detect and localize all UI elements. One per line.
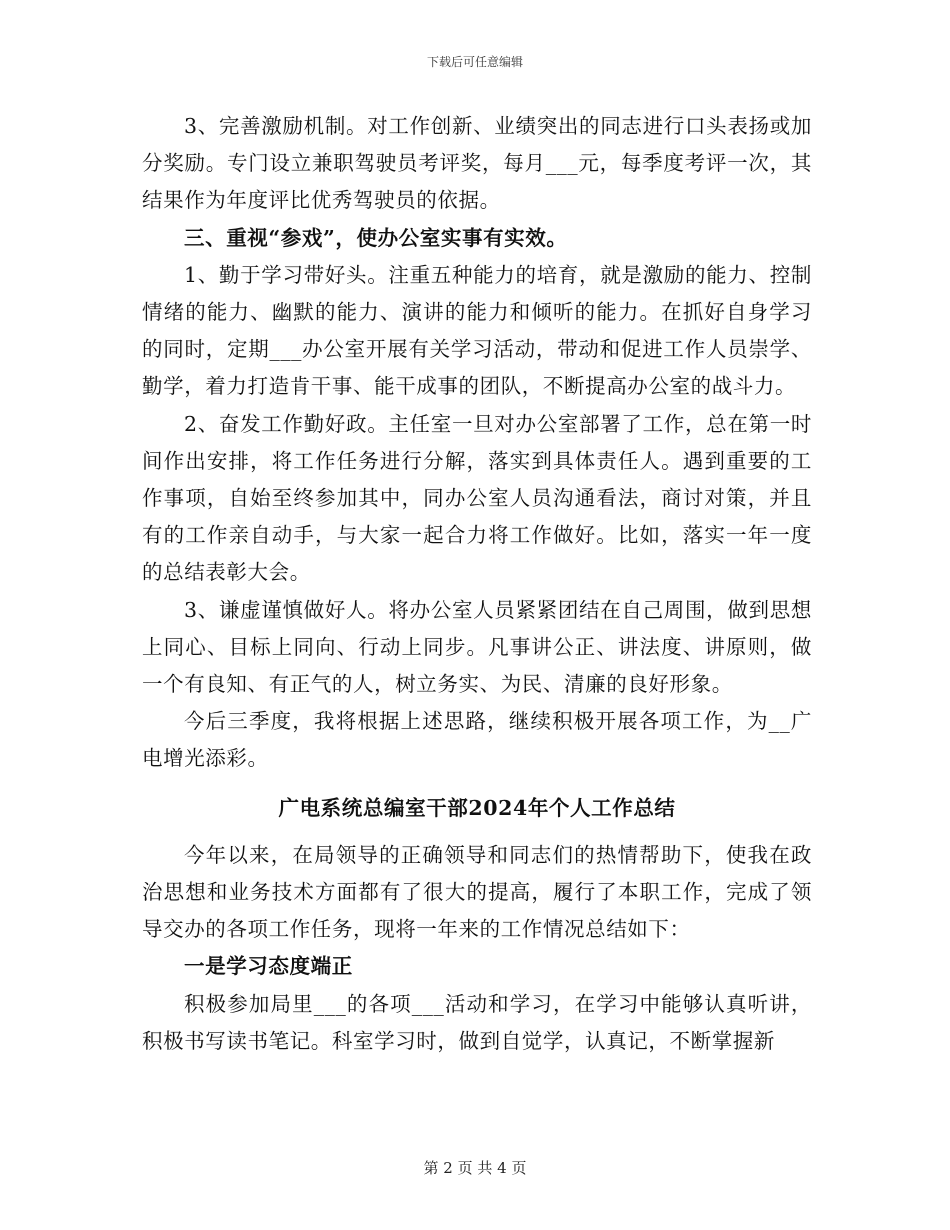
document-body (142, 108, 812, 1060)
page-footer: 第 2 页 共 4 页 (423, 1159, 527, 1177)
document-title: 广电系统总编室干部2024年个人工作总结 (278, 795, 676, 820)
subheading-study-attitude: 一是学习态度端正 (184, 954, 353, 979)
paragraph-diligent-work: 2、奋发工作勤好政。主任室一旦对办公室部署了工作，总在第一时间作出安排，将工作任务进行分解，落实到具体责任人。遇到重要的工作事项，自始至终参加其中，同办公室人员沟通看法，商讨对策，并且有的工作亲自动手，与大家一起合力将工作做好。比如，落实一年一度的总结表彰大会。 (142, 411, 812, 585)
page-header: 下载后可任意编辑 (426, 55, 523, 69)
paragraph-future-plan: 今后三季度，我将根据上述思路，继续积极开展各项工作，为__广电增光添彩。 (142, 709, 812, 771)
paragraph-intro-summary: 今年以来，在局领导的正确领导和同志们的热情帮助下，使我在政治思想和业务技术方面都有了很大的提高，履行了本职工作，完成了领导交办的各项工作任务，现将一年来的工作情况总结如下： (142, 842, 812, 942)
paragraph-incentive-mechanism: 3、完善激励机制。对工作创新、业绩突出的同志进行口头表扬或加分奖励。专门设立兼职驾驶员考评奖，每月___元，每季度考评一次，其结果作为年度评比优秀驾驶员的依据。 (142, 114, 812, 213)
paragraph-modest-prudent: 3、谦虚谨慎做好人。将办公室人员紧紧团结在自己周围，做到思想上同心、目标上同向、行动上同步。凡事讲公正、讲法度、讲原则，做一个有良知、有正气的人，树立务实、为民、清廉的良好形象。 (142, 597, 812, 697)
section-heading-three: 三、重视“参戏”，使办公室实事有实效。 (184, 225, 568, 250)
paragraph-study-participation: 积极参加局里___的各项___活动和学习，在学习中能够认真听讲，积极书写读书笔记。科室学习时，做到自觉学，认真记，不断掌握新 (142, 991, 812, 1053)
paragraph-study-lead: 1、勤于学习带好头。注重五种能力的培育，就是激励的能力、控制情绪的能力、幽默的能力、演讲的能力和倾听的能力。在抓好自身学习的同时，定期___办公室开展有关学习活动，带动和促进工作人员崇学、勤学，着力打造肯干事、能干成事的团队，不断提高办公室的战斗力。 (142, 262, 812, 399)
